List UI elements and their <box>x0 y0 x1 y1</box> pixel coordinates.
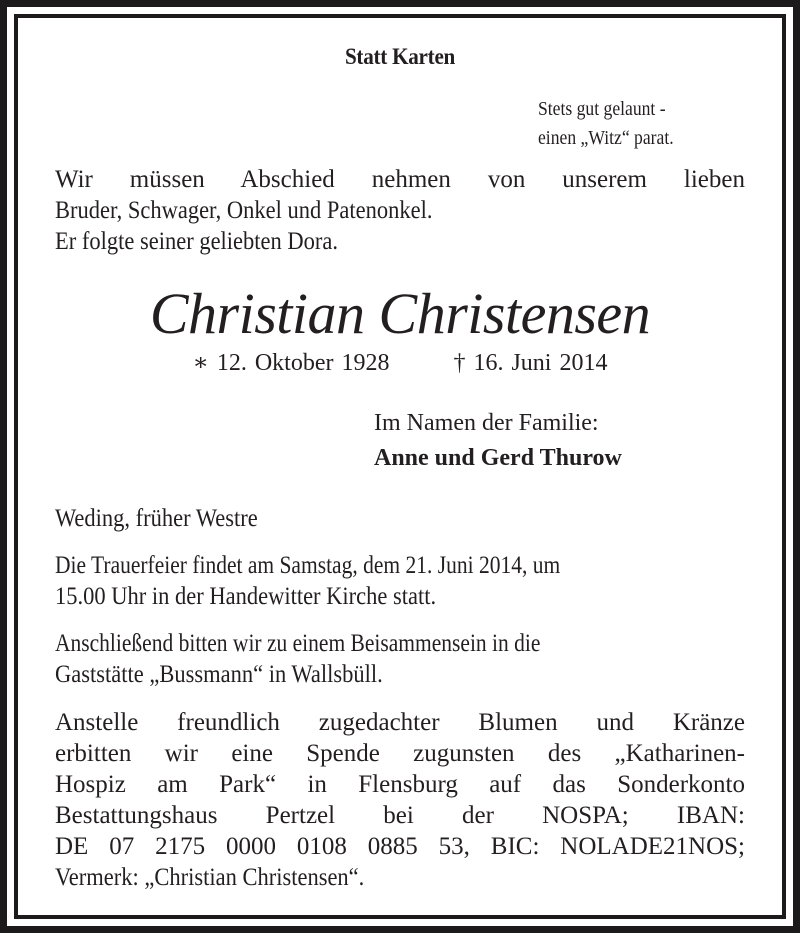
family-label: Im Namen der Familie: <box>374 410 599 436</box>
notice-header: Statt Karten <box>344 44 456 69</box>
ceremony-paragraph <box>55 550 745 612</box>
motto <box>538 95 674 153</box>
intro-line: Bruder, Schwager, Onkel und Patenonkel. <box>55 197 433 224</box>
gathering-line: Gaststätte „Bussmann“ in Wallsbüll. <box>55 661 383 688</box>
donation-line: Vermerk: „Christian Christensen“. <box>55 864 365 891</box>
donation-line: Hospiz am Park“ in Flensburg auf das Sonderkonto <box>55 771 745 798</box>
location <box>55 503 745 534</box>
donation-line: erbitten wir eine Spende zugunsten des „Katharinen- <box>55 740 745 767</box>
ceremony-line: 15.00 Uhr in der Handewitter Kirche statt. <box>55 583 437 610</box>
obituary-notice <box>14 14 786 919</box>
donation-line: Anstelle freundlich zugedachter Blumen und Kränze <box>55 709 745 736</box>
notice-outer-frame <box>7 7 793 926</box>
donation-paragraph <box>55 707 745 893</box>
death-date: † 16. Juni 2014 <box>453 350 608 376</box>
birth-date: ∗ 12. Oktober 1928 <box>192 350 390 376</box>
life-dates <box>18 348 782 377</box>
donation-line: DE 07 2175 0000 0108 0885 53, BIC: NOLADE21NOS; <box>55 833 745 860</box>
motto-line: Stets gut gelaunt - <box>538 98 666 120</box>
intro-line: Wir müssen Abschied nehmen von unserem lieben <box>55 166 745 193</box>
intro-paragraph <box>55 164 745 257</box>
gathering-line: Anschließend bitten wir zu einem Beisammensein in die <box>55 630 541 657</box>
donation-line: Bestattungshaus Pertzel bei der NOSPA; IBAN: <box>55 802 745 829</box>
ceremony-line: Die Trauerfeier findet am Samstag, dem 21. Juni 2014, um <box>55 552 561 579</box>
deceased-name: Christian Christensen <box>149 281 651 346</box>
gathering-paragraph <box>55 628 745 690</box>
location-line: Weding, früher Westre <box>55 505 258 532</box>
family-signature <box>374 406 622 476</box>
intro-line: Er folgte seiner geliebten Dora. <box>55 228 339 255</box>
family-names: Anne und Gerd Thurow <box>374 445 622 471</box>
motto-line: einen „Witz“ parat. <box>538 127 674 149</box>
